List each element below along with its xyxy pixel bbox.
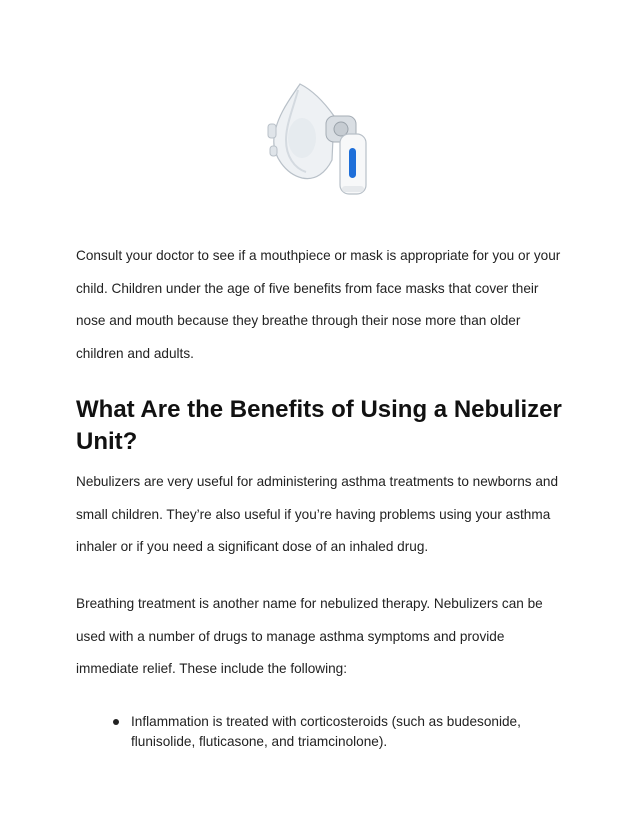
list-item-text: Inflammation is treated with corticosteroids (such as budesonide, flunisolide, fluticasone, and triamcinolone). <box>131 714 521 749</box>
bullet-icon <box>113 719 119 725</box>
section-heading: What Are the Benefits of Using a Nebulizer Unit? <box>76 396 562 455</box>
mask-advice-paragraph: Consult your doctor to see if a mouthpiece or mask is appropriate for you or your child. Children under the age of five benefits from face masks that cover their nose and mouth because they breathe through their nose more than older children and adults. <box>76 248 561 361</box>
list-item <box>110 712 570 752</box>
drug-list <box>110 712 570 752</box>
breathing-treatment-paragraph: Breathing treatment is another name for nebulized therapy. Nebulizers can be used with a number of drugs to manage asthma symptoms and provide immediate relief. These include the following: <box>76 596 543 677</box>
nebulizer-image <box>262 76 382 206</box>
benefits-paragraph: Nebulizers are very useful for administering asthma treatments to newborns and small children. They’re also useful if you’re having problems using your asthma inhaler or if you need a significant dose of an inhaled drug. <box>76 474 559 555</box>
